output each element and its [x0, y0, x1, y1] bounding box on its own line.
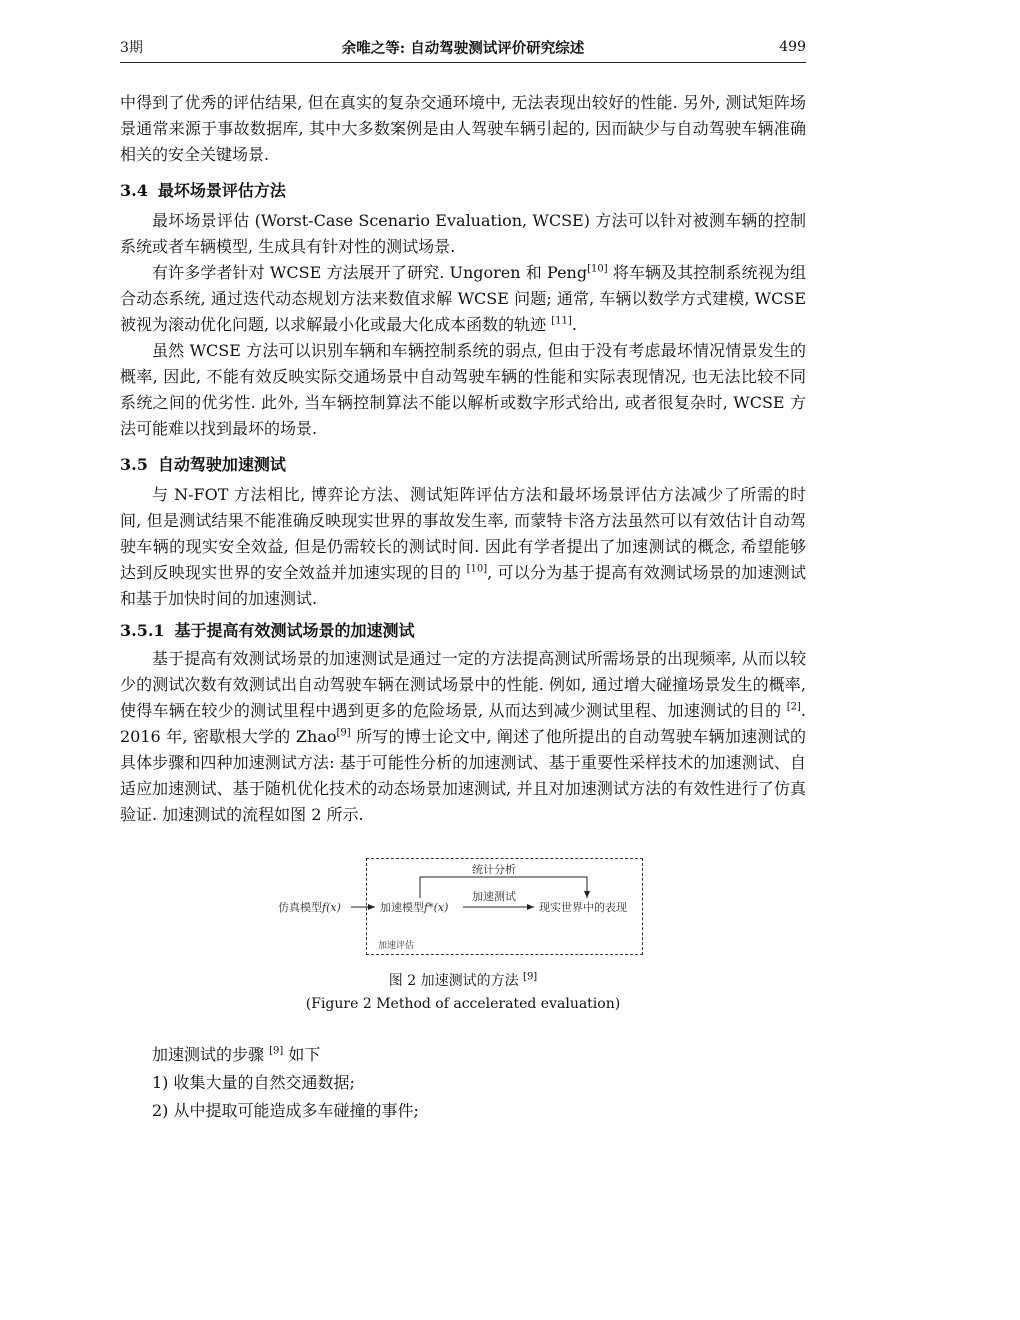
step-2: 2) 从中提取可能造成多车碰撞的事件;: [152, 1101, 419, 1120]
section-3-5-heading: 3.5 自动驾驶加速测试: [120, 455, 286, 474]
citation[interactable]: [2]: [786, 701, 801, 713]
citation[interactable]: [9]: [269, 1045, 284, 1057]
citation[interactable]: [9]: [336, 727, 351, 739]
section-3-4-heading: 3.4 最坏场景评估方法: [120, 181, 286, 200]
citation[interactable]: [9]: [523, 971, 538, 983]
label-simulation-model: 仿真模型f(x): [278, 901, 341, 914]
figure-2-caption-cn: 图 2 加速测试的方法 [9]: [388, 971, 538, 989]
citation[interactable]: [11]: [551, 315, 572, 327]
citation[interactable]: [10]: [466, 563, 488, 575]
label-accelerated-test: 加速测试: [472, 890, 516, 903]
step-1: 1) 收集大量的自然交通数据;: [152, 1073, 355, 1092]
page-header: [120, 32, 806, 63]
label-statistical-analysis: 统计分析: [472, 863, 516, 876]
section-3-5-1-heading: 3.5.1 基于提高有效测试场景的加速测试: [120, 621, 415, 640]
label-real-world-performance: 现实世界中的表现: [539, 901, 627, 914]
section-3-4-paragraph-1: 最坏场景评估 (Worst-Case Scenario Evaluation, WCSE) 方法可以针对被测车辆的控制系统或者车辆模型, 生成具有针对性的测试场景.: [120, 211, 806, 256]
section-3-5-1-paragraph-1: 基于提高有效测试场景的加速测试是通过一定的方法提高测试所需场景的出现频率, 从而以较少的测试次数有效测试出自动驾驶车辆在测试场景中的性能. 例如, 通过增大碰撞场景发生的概率, 使得车辆在较少的测试里程中遇到更多的危险场景, 从而达到减少测试里程、加速测试的目的 [2]. 2016 年, 密歇根大学的 Zhao[9] 所写的博士论文中, 阐述了他所提出的自动驾驶车辆加速测试的具体步骤和四种加速测试方法: 基于可能性分析的加速测试、基于重要性采样技术的加速测试、自适应加速测试、基于随机优化技术的动态场景加速测试, 并且对加速测试方法的有效性进行了仿真验证. 加速测试的流程如图 2 所示.: [120, 649, 806, 824]
article-body: [120, 90, 806, 1125]
intro-paragraph: 中得到了优秀的评估结果, 但在真实的复杂交通环境中, 无法表现出较好的性能. 另外, 测试矩阵场景通常来源于事故数据库, 其中大多数案例是由人驾驶车辆引起的, 因而缺少与自动驾驶车辆准确相关的安全关键场景.: [120, 93, 806, 164]
figure-2-caption-en: (Figure 2 Method of accelerated evaluation): [305, 996, 621, 1012]
steps-intro: 加速测试的步骤 [9] 如下: [152, 1045, 321, 1064]
steps-list: [120, 1041, 806, 1125]
issue-number: 3期: [120, 40, 143, 56]
citation[interactable]: [10]: [587, 263, 608, 275]
label-accelerated-evaluation: 加速评估: [378, 941, 415, 951]
figure-2: [120, 858, 806, 1023]
page-number: 499: [779, 39, 806, 55]
section-3-4-paragraph-2: 有许多学者针对 WCSE 方法展开了研究. Ungoren 和 Peng[10] 将车辆及其控制系统视为组合动态系统, 通过迭代动态规划方法来数值求解 WCSE 问题; 通常, 车辆以数学方式建模, WCSE 被视为滚动优化问题, 以求解最小化或最大化成本函数的轨迹 [11].: [120, 263, 806, 334]
running-title: 余唯之等: 自动驾驶测试评价研究综述: [341, 39, 585, 57]
section-3-5-paragraph-1: 与 N-FOT 方法相比, 博弈论方法、测试矩阵评估方法和最坏场景评估方法减少了所需的时间, 但是测试结果不能准确反映现实世界的事故发生率, 而蒙特卡洛方法虽然可以有效估计自动驾驶车辆的现实安全效益, 但是仍需较长的测试时间. 因此有学者提出了加速测试的概念, 希望能够达到反映现实世界的安全效益并加速实现的目的 [10], 可以分为基于提高有效测试场景的加速测试和基于加快时间的加速测试.: [120, 485, 806, 608]
section-3-4-paragraph-3: 虽然 WCSE 方法可以识别车辆和车辆控制系统的弱点, 但由于没有考虑最坏情况情景发生的概率, 因此, 不能有效反映实际交通场景中自动驾驶车辆的性能和实际表现情况, 也无法比较不同系统之间的优劣性. 此外, 当车辆控制算法不能以解析或数字形式给出, 或者很复杂时, WCSE 方法可能难以找到最坏的场景.: [120, 341, 806, 438]
label-accelerated-model: 加速模型f*(x): [380, 901, 449, 914]
